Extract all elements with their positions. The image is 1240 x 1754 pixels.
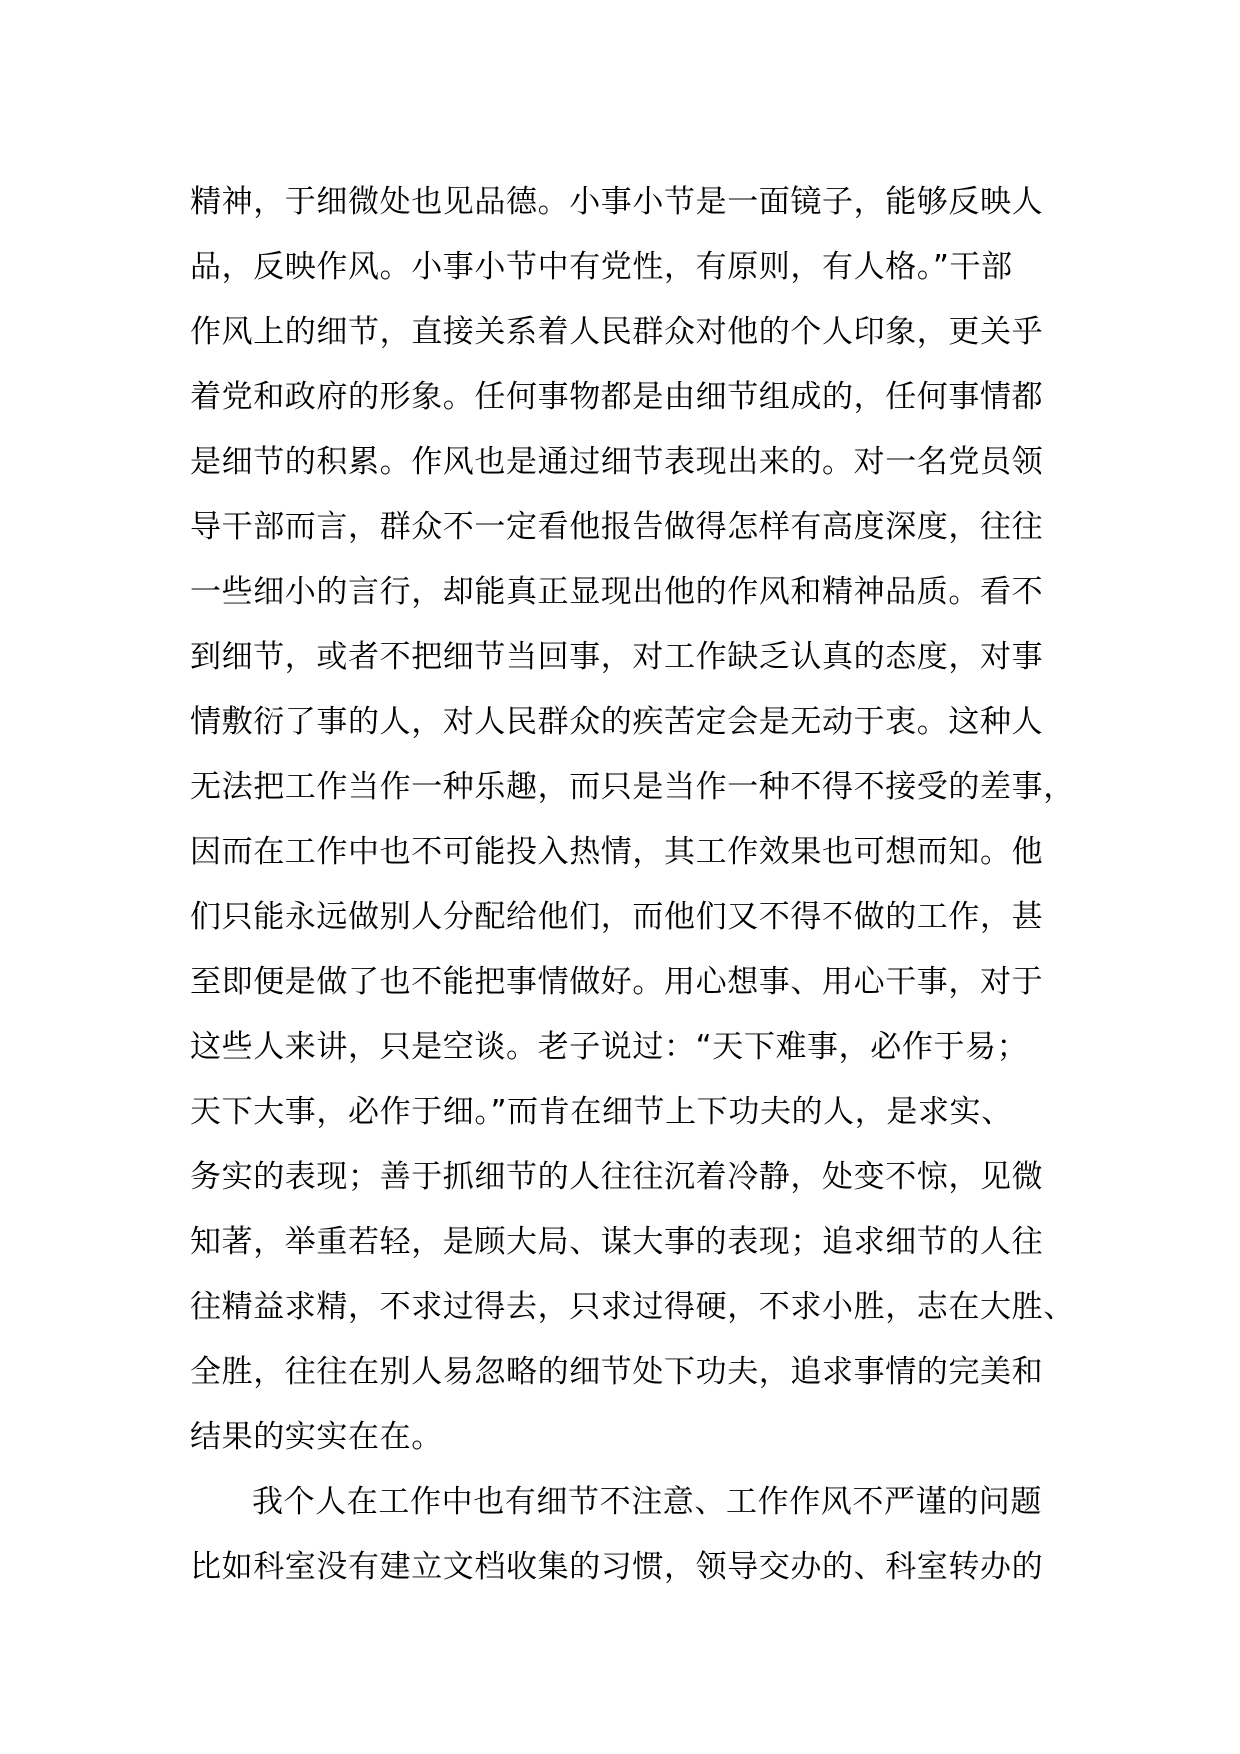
text-line: 比如科室没有建立文档收集的习惯，领导交办的、科室转办的 [190,1549,1044,1585]
text-line: 因而在工作中也不可能投入热情，其工作效果也可想而知。他 [190,834,1044,870]
text-line: 知著，举重若轻，是顾大局、谋大事的表现；追求细节的人往 [190,1224,1044,1260]
text-line: 到细节，或者不把细节当回事，对工作缺乏认真的态度，对事 [190,639,1044,675]
text-line: 天下大事，必作于细。”而肯在细节上下功夫的人，是求实、 [190,1094,1013,1130]
paragraph-2 [190,1470,1090,1600]
text-line: 这些人来讲，只是空谈。老子说过：“天下难事，必作于易； [190,1029,1029,1065]
text-line: 精神，于细微处也见品德。小事小节是一面镜子，能够反映人 [190,184,1044,220]
text-line: 全胜，往往在别人易忽略的细节处下功夫，追求事情的完美和 [190,1354,1044,1390]
text-line: 至即便是做了也不能把事情做好。用心想事、用心干事，对于 [190,964,1044,1000]
text-line: 情敷衍了事的人，对人民群众的疾苦定会是无动于衷。这种人 [190,704,1044,740]
text-line: 是细节的积累。作风也是通过细节表现出来的。对一名党员领 [190,444,1044,480]
text-line: 导干部而言，群众不一定看他报告做得怎样有高度深度，往往 [190,509,1044,545]
text-line: 一些细小的言行，却能真正显现出他的作风和精神品质。看不 [190,574,1044,610]
paragraph-1 [190,170,1090,1470]
text-line: 往精益求精，不求过得去，只求过得硬，不求小胜，志在大胜、 [190,1289,1075,1325]
text-line: 作风上的细节，直接关系着人民群众对他的个人印象，更关乎 [190,314,1044,350]
text-line: 我个人在工作中也有细节不注意、工作作风不严谨的问题 [252,1484,1042,1520]
text-line: 无法把工作当作一种乐趣，而只是当作一种不得不接受的差事， [190,769,1075,805]
body-text [190,170,1090,1600]
text-line: 着党和政府的形象。任何事物都是由细节组成的，任何事情都 [190,379,1044,415]
text-line: 们只能永远做别人分配给他们，而他们又不得不做的工作，甚 [190,899,1044,935]
text-line: 品，反映作风。小事小节中有党性，有原则，有人格。”干部 [190,249,1013,285]
text-line: 结果的实实在在。 [190,1419,443,1455]
text-line: 务实的表现；善于抓细节的人往往沉着冷静，处变不惊，见微 [190,1159,1044,1195]
